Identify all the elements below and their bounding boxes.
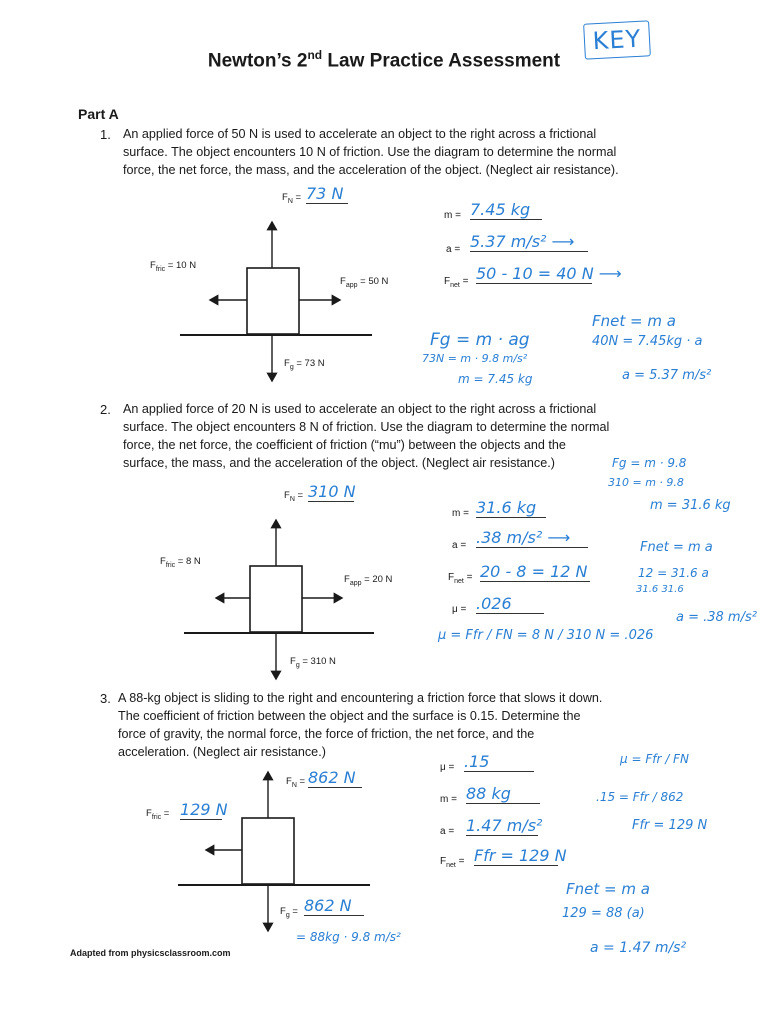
question-3-number: 3.: [100, 691, 111, 706]
gravity-force-label: $F_g = 73$ N: [284, 358, 325, 371]
net-force-label: $F_{net}$ =: [444, 276, 469, 289]
q2-work-line: a = .38 m/s²: [676, 610, 757, 625]
diagram-1: [180, 222, 372, 381]
q2-work-line: 12 = 31.6 a: [638, 566, 709, 580]
gravity-force-label: $F_g = 310$ N: [290, 656, 336, 669]
net-force-label: $F_{net}$ =: [440, 856, 465, 869]
q3-work-line: .15 = Ffr / 862: [596, 790, 684, 804]
normal-force-label: $F_N$ =: [284, 490, 304, 503]
net-force-label: $F_{net}$ =: [448, 572, 473, 585]
q1-work-line: m = 7.45 kg: [458, 372, 533, 386]
normal-force-answer: 862 N: [308, 768, 362, 788]
q2-work-line: 31.6 31.6: [636, 584, 684, 595]
mu-label: μ =: [452, 604, 467, 615]
q3-work-line: μ = Ffr / FN: [620, 752, 689, 766]
normal-force-label: $F_N$ =: [286, 776, 306, 789]
net-force-answer: 50 - 10 = 40 N ⟶: [476, 264, 622, 283]
q2-work-line: μ = Ffr / FN = 8 N / 310 N = .026: [438, 628, 654, 643]
friction-force-label: $F_{fric} = 10$ N: [150, 260, 197, 273]
mass-label: m =: [444, 210, 461, 221]
net-force-answer: 20 - 8 = 12 N: [480, 562, 590, 582]
gravity-force-label: $F_g$ =: [280, 906, 298, 919]
acceleration-answer: 1.47 m/s²: [466, 816, 543, 835]
friction-force-label: $F_{fric} = 8$ N: [160, 556, 201, 569]
mu-answer: .15: [464, 752, 534, 772]
q1-work-line: a = 5.37 m/s²: [622, 368, 712, 383]
q2-work-line: Fg = m · 9.8: [612, 456, 687, 470]
q2-work-line: m = 31.6 kg: [650, 498, 731, 513]
gravity-work: = 88kg · 9.8 m/s²: [296, 930, 401, 944]
acceleration-label: a =: [452, 540, 467, 551]
diagram-2: [184, 520, 374, 679]
normal-force-label: $F_N$ =: [282, 192, 302, 205]
q3-work-line: Fnet = m a: [566, 880, 650, 898]
question-2-text: An applied force of 20 N is used to accelerate an object to the right across a frictional surface. The object encounters 8 N of friction. Use the diagram to determine the normal force, the net force, the coefficient of friction (“mu”) between the objects and the surface, the mass, and the acceleration of the object. (Neglect air resistance.): [123, 402, 610, 470]
acceleration-label: a =: [446, 244, 461, 255]
acceleration-answer: .38 m/s² ⟶: [476, 528, 588, 548]
acceleration-answer: 5.37 m/s² ⟶: [470, 232, 588, 252]
q1-work-line: Fg = m · ag: [430, 330, 530, 350]
normal-force-answer: 310 N: [308, 482, 356, 501]
page-title: Newton’s 2nd Law Practice Assessment: [207, 48, 561, 72]
net-force-answer: Ffr = 129 N: [474, 846, 567, 865]
mu-answer: .026: [476, 594, 544, 614]
acceleration-label: a =: [440, 826, 455, 837]
question-2-number: 2.: [100, 402, 111, 417]
normal-force-answer: 73 N: [306, 184, 348, 204]
q1-work-line: 40N = 7.45kg · a: [592, 334, 703, 349]
q1-work-line: Fnet = m a: [592, 312, 676, 330]
q2-work-line: Fnet = m a: [640, 540, 713, 555]
applied-force-label: $F_{app} = 50$ N: [340, 276, 389, 289]
mass-answer: 88 kg: [466, 784, 540, 804]
q2-work-line: 310 = m · 9.8: [608, 476, 684, 489]
source-credit: Adapted from physicsclassroom.com: [70, 948, 231, 958]
answer-key-stamp: KEY: [583, 20, 651, 59]
mass-label: m =: [452, 508, 469, 519]
q1-work-line: 73N = m · 9.8 m/s²: [422, 352, 528, 365]
question-1-number: 1.: [100, 127, 111, 142]
q3-work-line: a = 1.47 m/s²: [590, 940, 687, 956]
mu-label: μ =: [440, 762, 455, 773]
mass-answer: 7.45 kg: [470, 200, 542, 220]
q3-work-line: 129 = 88 (a): [562, 906, 645, 921]
gravity-force-answer: 862 N: [304, 896, 364, 916]
friction-force-label: $F_{fric}$ =: [146, 808, 170, 821]
mass-answer: 31.6 kg: [476, 498, 546, 518]
mass-label: m =: [440, 794, 457, 805]
friction-force-answer: 129 N: [180, 800, 228, 819]
question-3-text: A 88-kg object is sliding to the right and encountering a friction force that slows it down. The coefficient of friction between the object and the surface is 0.15. Determine the force of gravity, the normal force, the force of friction, the net force, and the acceleration. (Neglect air resistance.): [118, 691, 603, 759]
q3-work-line: Ffr = 129 N: [632, 818, 708, 833]
question-1-text: An applied force of 50 N is used to accelerate an object to the right across a frictional surface. The object encounters 10 N of friction. Use the diagram to determine the normal force, the net force, the mass, and the acceleration of the object. (Neglect air resistance).: [123, 127, 619, 177]
part-heading: Part A: [78, 106, 119, 122]
applied-force-label: $F_{app} = 20$ N: [344, 574, 393, 587]
